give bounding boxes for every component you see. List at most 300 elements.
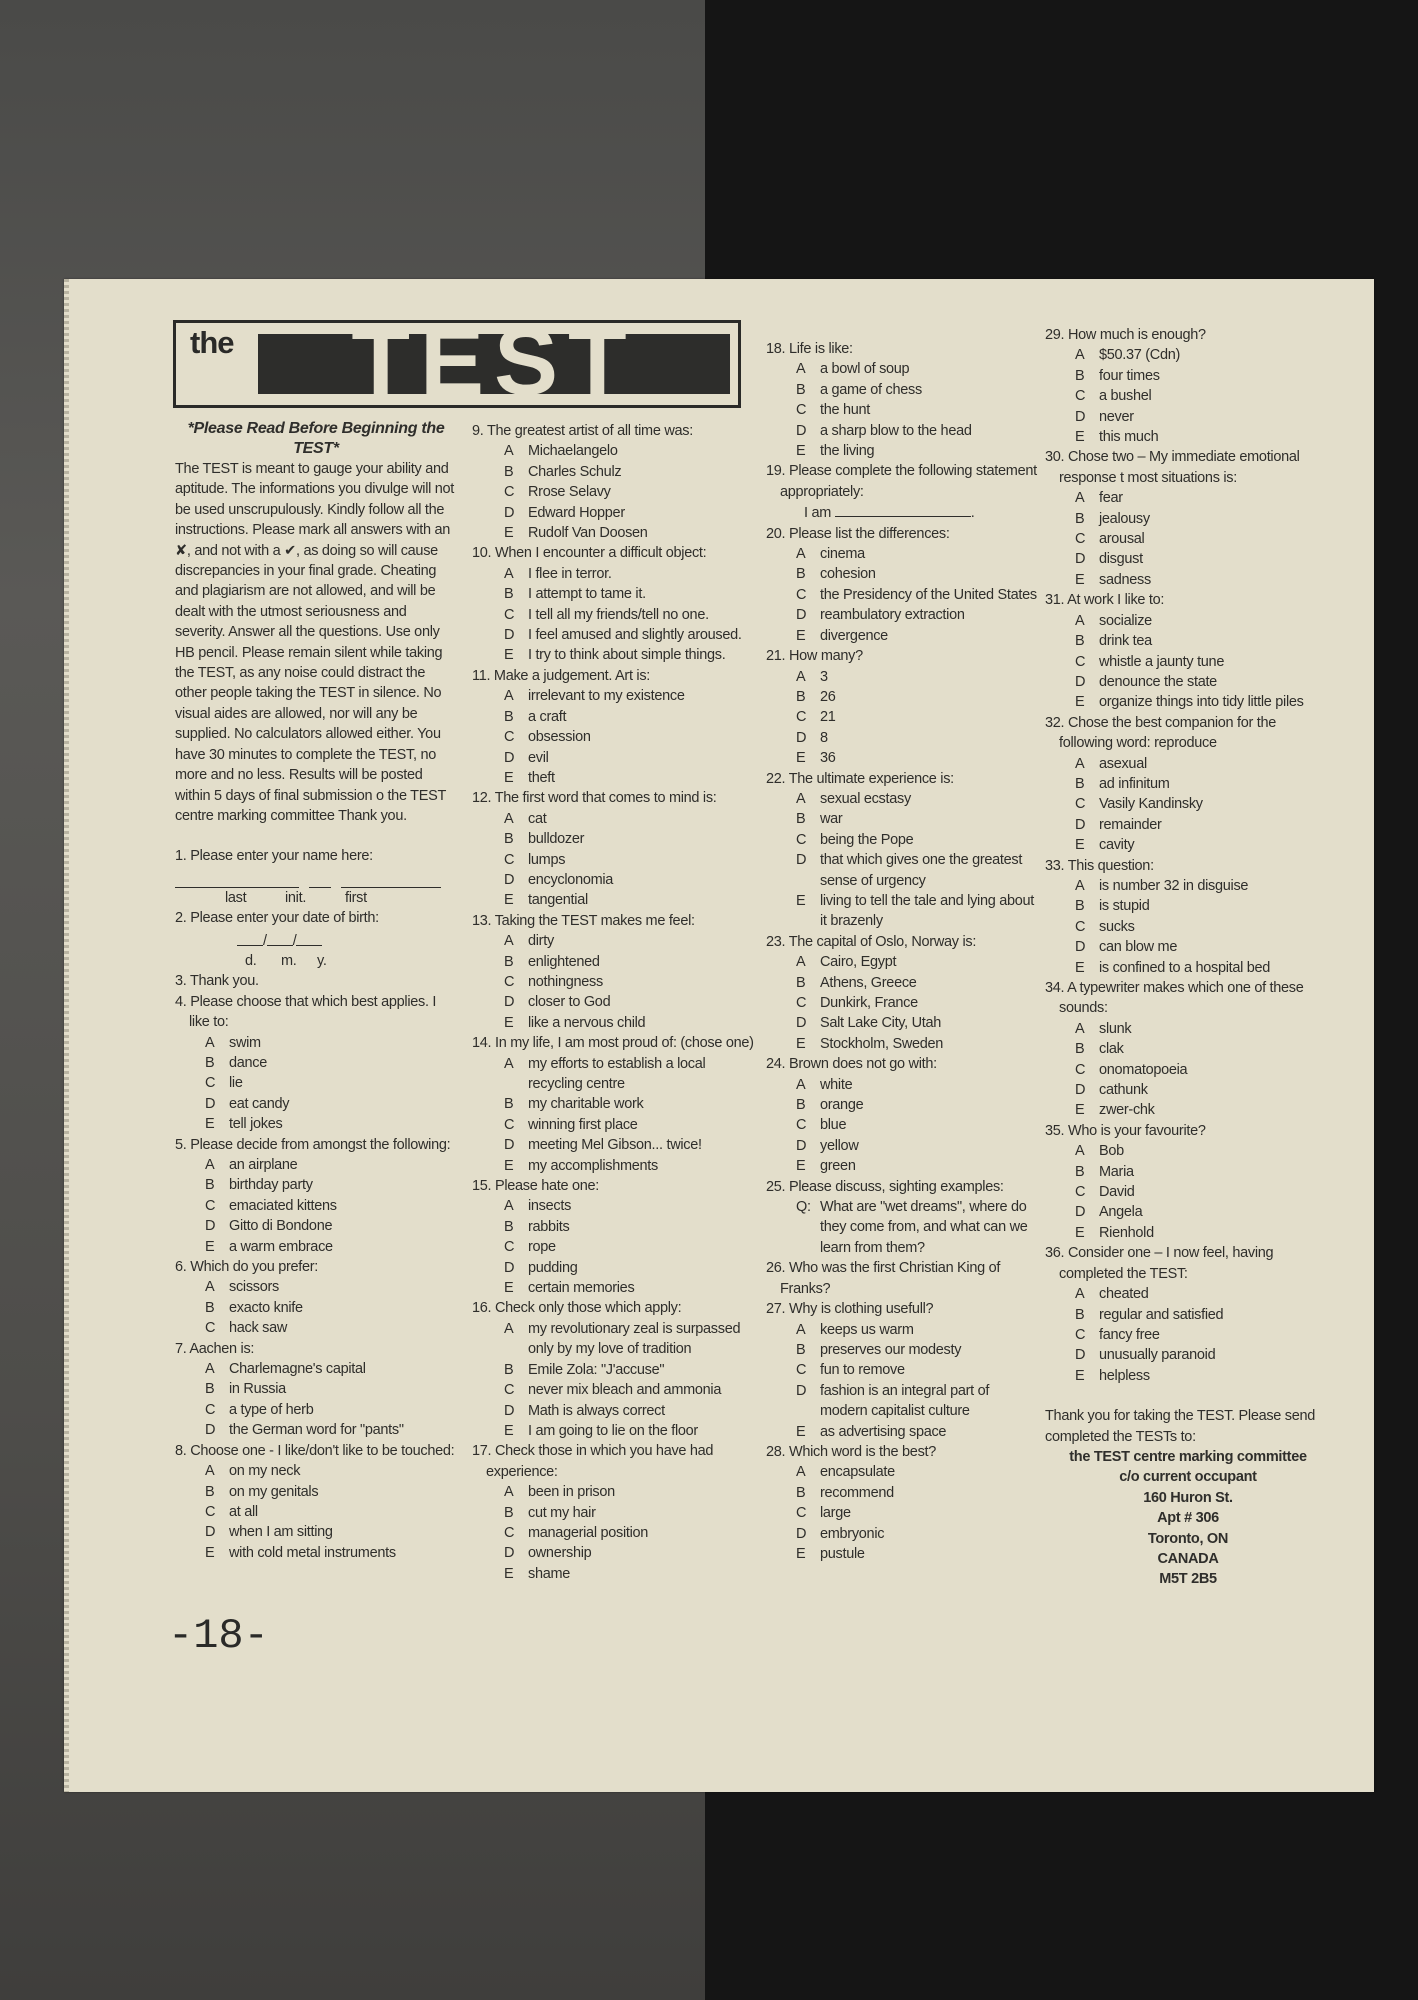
question-text: 7. Aachen is:	[175, 1340, 255, 1357]
option-letter: C	[1075, 388, 1086, 405]
answer-option[interactable]	[472, 1523, 762, 1543]
answer-option[interactable]	[175, 1033, 457, 1053]
intro-title: *Please Read Before Beginning the TEST*	[187, 420, 445, 457]
answer-option[interactable]	[1045, 570, 1331, 590]
option-letter: E	[1075, 959, 1085, 976]
answer-option[interactable]	[472, 727, 762, 747]
answer-option[interactable]	[472, 829, 762, 849]
answer-option[interactable]	[1045, 407, 1331, 427]
option-text: embryonic	[820, 1525, 885, 1542]
question-text: 14. In my life, I am most proud of: (chose one)	[472, 1035, 754, 1052]
option-letter: E	[504, 1157, 514, 1174]
option-letter: B	[504, 1504, 514, 1521]
answer-option[interactable]	[766, 1115, 1040, 1135]
answer-option[interactable]	[472, 952, 762, 972]
label-month: m.	[281, 952, 297, 969]
option-letter: C	[504, 484, 515, 501]
answer-option[interactable]	[1045, 774, 1331, 794]
answer-option[interactable]	[472, 870, 762, 890]
answer-option[interactable]	[1045, 1366, 1331, 1386]
option-text: arousal	[1099, 531, 1145, 548]
answer-option[interactable]	[472, 1503, 762, 1523]
answer-option[interactable]	[766, 1136, 1040, 1156]
option-letter: E	[796, 892, 806, 909]
option-letter: D	[205, 1218, 216, 1235]
option-text: is number 32 in disguise	[1099, 877, 1249, 894]
answer-option[interactable]	[1045, 1141, 1331, 1161]
answer-option[interactable]	[766, 626, 1040, 646]
answer-option[interactable]	[472, 1421, 762, 1441]
answer-option[interactable]	[472, 850, 762, 870]
answer-option[interactable]	[766, 421, 1040, 441]
answer-option[interactable]	[766, 728, 1040, 748]
answer-option[interactable]	[766, 667, 1040, 687]
answer-option[interactable]	[766, 1462, 1040, 1482]
option-text: zwer-chk	[1099, 1102, 1155, 1119]
answer-option[interactable]	[472, 1564, 762, 1584]
option-letter: E	[796, 1423, 806, 1440]
answer-option[interactable]	[766, 850, 1040, 891]
answer-option[interactable]	[472, 645, 762, 665]
answer-option[interactable]	[1045, 876, 1331, 896]
option-text: the Presidency of the United States	[820, 586, 1037, 603]
option-letter: B	[1075, 1041, 1085, 1058]
question-text: 21. How many?	[766, 648, 863, 665]
option-text: I flee in terror.	[528, 565, 612, 582]
question-text: 33. This question:	[1045, 857, 1154, 874]
answer-option[interactable]	[1045, 1305, 1331, 1325]
option-text: helpless	[1099, 1367, 1150, 1384]
option-text: living to tell the tale and lying about it brazenly	[820, 892, 1035, 930]
question-block	[472, 788, 762, 910]
option-text: cheated	[1099, 1286, 1149, 1303]
answer-option[interactable]	[175, 1400, 457, 1420]
question-block	[472, 421, 762, 543]
answer-option[interactable]	[766, 585, 1040, 605]
answer-option[interactable]	[1045, 754, 1331, 774]
answer-option[interactable]	[1045, 1019, 1331, 1039]
answer-option[interactable]	[175, 1155, 457, 1175]
answer-option[interactable]	[1045, 937, 1331, 957]
answer-option[interactable]	[1045, 1080, 1331, 1100]
answer-option[interactable]	[472, 482, 762, 502]
option-letter: B	[504, 463, 514, 480]
answer-option[interactable]	[175, 1277, 457, 1297]
question-block	[472, 1298, 762, 1441]
address-line: c/o current occupant	[1119, 1469, 1257, 1486]
option-text: as advertising space	[820, 1423, 947, 1440]
option-letter: C	[504, 973, 515, 990]
option-letter: C	[1075, 653, 1086, 670]
option-letter: B	[796, 1341, 806, 1358]
answer-option[interactable]	[472, 768, 762, 788]
answer-option[interactable]	[1045, 958, 1331, 978]
answer-option[interactable]	[472, 972, 762, 992]
option-text: 36	[820, 750, 836, 767]
question-block	[766, 646, 1040, 768]
option-letter: D	[1075, 1204, 1086, 1221]
option-text: being the Pope	[820, 831, 914, 848]
question-block	[766, 1054, 1040, 1176]
question-text: 22. The ultimate experience is:	[766, 770, 954, 787]
option-text: bulldozer	[528, 831, 585, 848]
question-block	[1045, 1243, 1331, 1386]
year-field[interactable]	[296, 931, 322, 946]
option-letter: C	[1075, 531, 1086, 548]
answer-option[interactable]	[766, 1034, 1040, 1054]
answer-option[interactable]	[472, 1135, 762, 1155]
answer-option[interactable]	[766, 952, 1040, 972]
answer-option[interactable]	[766, 1340, 1040, 1360]
answer-option[interactable]	[175, 1420, 457, 1440]
answer-option[interactable]	[766, 1503, 1040, 1523]
last-name-field[interactable]	[175, 873, 299, 888]
answer-option[interactable]	[472, 441, 762, 461]
option-text: the German word for "pants"	[229, 1422, 404, 1439]
option-letter: D	[796, 729, 807, 746]
answer-option[interactable]	[1045, 815, 1331, 835]
option-letter: B	[1075, 1306, 1085, 1323]
answer-option[interactable]	[766, 1524, 1040, 1544]
question-block	[472, 1033, 762, 1176]
option-text: evil	[528, 749, 549, 766]
answer-option[interactable]	[1045, 1325, 1331, 1345]
option-letter: E	[205, 1238, 215, 1255]
option-text: fancy free	[1099, 1326, 1160, 1343]
answer-option[interactable]	[472, 1217, 762, 1237]
mailing-address	[1045, 1447, 1331, 1590]
option-text: this much	[1099, 429, 1159, 446]
answer-option[interactable]	[766, 1381, 1040, 1422]
answer-option[interactable]	[766, 973, 1040, 993]
answer-option[interactable]	[175, 1502, 457, 1522]
option-text: my charitable work	[528, 1096, 644, 1113]
option-text: $50.37 (Cdn)	[1099, 347, 1181, 364]
answer-option[interactable]	[1045, 652, 1331, 672]
answer-option[interactable]	[175, 1073, 457, 1093]
option-letter: A	[205, 1361, 215, 1378]
answer-option[interactable]	[1045, 611, 1331, 631]
answer-option[interactable]	[472, 584, 762, 604]
option-text: an airplane	[229, 1157, 298, 1173]
answer-option[interactable]	[175, 1461, 457, 1481]
answer-option[interactable]	[472, 992, 762, 1012]
question-text: 15. Please hate one:	[472, 1178, 600, 1195]
option-text: Dunkirk, France	[820, 995, 918, 1011]
question-text: 16. Check only those which apply:	[472, 1300, 682, 1317]
option-letter: B	[504, 1218, 514, 1235]
answer-option[interactable]	[766, 1075, 1040, 1095]
option-text: with cold metal instruments	[229, 1544, 396, 1561]
answer-option[interactable]	[472, 809, 762, 829]
answer-option[interactable]	[1045, 631, 1331, 651]
q19-prefix: I am	[804, 505, 831, 522]
answer-option[interactable]	[175, 1318, 457, 1338]
answer-option[interactable]	[472, 1319, 762, 1360]
answer-option[interactable]	[766, 1320, 1040, 1340]
closing-text: Thank you for taking the TEST. Please send completed the TESTs to:	[1045, 1408, 1316, 1445]
question-text: 28. Which word is the best?	[766, 1443, 937, 1460]
option-letter: E	[504, 647, 514, 664]
answer-option[interactable]	[766, 359, 1040, 379]
address-line: Apt # 306	[1157, 1510, 1219, 1527]
answer-option[interactable]	[472, 1258, 762, 1278]
option-text: denounce the state	[1099, 673, 1217, 690]
option-letter: B	[504, 953, 514, 970]
answer-option[interactable]	[175, 1094, 457, 1114]
option-text: organize things into tidy little piles	[1099, 694, 1304, 711]
answer-option[interactable]	[472, 1115, 762, 1135]
option-text: keeps us warm	[820, 1321, 914, 1338]
option-text: the living	[820, 443, 875, 460]
answer-option[interactable]	[175, 1379, 457, 1399]
option-text: clak	[1099, 1041, 1124, 1058]
answer-option[interactable]	[1045, 896, 1331, 916]
answer-option[interactable]	[1045, 1182, 1331, 1202]
option-letter: B	[796, 566, 806, 583]
option-letter: D	[1075, 551, 1086, 568]
option-letter: D	[504, 1545, 515, 1562]
birthdate-fields: / /	[237, 931, 457, 951]
answer-option[interactable]	[1045, 366, 1331, 386]
answer-option[interactable]	[175, 1053, 457, 1073]
question-block	[175, 1257, 457, 1339]
answer-option[interactable]	[1045, 1284, 1331, 1304]
option-letter: A	[1075, 490, 1085, 507]
answer-option[interactable]	[1045, 672, 1331, 692]
answer-option[interactable]	[472, 1013, 762, 1033]
answer-option[interactable]	[1045, 427, 1331, 447]
question-text: 30. Chose two – My immediate emotional response t most situations is:	[1045, 449, 1300, 486]
option-text: fashion is an integral part of modern capitalist culture	[820, 1382, 990, 1420]
answer-option[interactable]	[766, 1156, 1040, 1176]
answer-option[interactable]	[472, 1094, 762, 1114]
question-block	[175, 1441, 457, 1563]
question-text: 5. Please decide from amongst the following:	[175, 1136, 451, 1153]
option-letter: D	[504, 1259, 515, 1276]
answer-option[interactable]	[472, 1196, 762, 1216]
answer-option[interactable]	[766, 809, 1040, 829]
question-text: 10. When I encounter a difficult object:	[472, 545, 707, 562]
option-text: my revolutionary zeal is surpassed only by my love of tradition	[528, 1320, 741, 1358]
option-text: my efforts to establish a local recycling centre	[528, 1055, 706, 1092]
month-field[interactable]	[267, 931, 293, 946]
option-letter: A	[504, 688, 514, 705]
answer-option[interactable]	[175, 1114, 457, 1134]
option-letter: A	[205, 1034, 215, 1051]
option-letter: A	[1075, 1143, 1085, 1160]
option-letter: A	[504, 1055, 514, 1072]
answer-option[interactable]	[766, 830, 1040, 850]
answer-option[interactable]	[1045, 1345, 1331, 1365]
option-letter: E	[504, 1565, 514, 1582]
question-block	[766, 932, 1040, 1054]
option-text: jealousy	[1099, 510, 1150, 527]
answer-option[interactable]	[1045, 917, 1331, 937]
question-text: 36. Consider one – I now feel, having completed the TEST:	[1045, 1245, 1274, 1282]
option-text: preserves our modesty	[820, 1341, 962, 1358]
answer-option[interactable]	[175, 1175, 457, 1195]
answer-option[interactable]	[472, 523, 762, 543]
column-3	[766, 339, 1040, 1564]
option-text: cat	[528, 810, 547, 827]
option-letter: D	[796, 1525, 807, 1542]
answer-option[interactable]	[1045, 1223, 1331, 1243]
answer-option[interactable]	[766, 441, 1040, 461]
option-text: cohesion	[820, 566, 876, 583]
question-block	[472, 543, 762, 665]
answer-option[interactable]	[1045, 794, 1331, 814]
question-text: 25. Please discuss, sighting examples:	[766, 1178, 1004, 1195]
answer-option[interactable]	[472, 707, 762, 727]
answer-option[interactable]	[766, 707, 1040, 727]
answer-option[interactable]	[1045, 1039, 1331, 1059]
question-block	[175, 992, 457, 1135]
answer-option[interactable]	[1045, 1060, 1331, 1080]
option-text: a craft	[528, 708, 567, 725]
answer-option[interactable]	[766, 1483, 1040, 1503]
question-19	[766, 461, 1040, 502]
answer-option[interactable]	[1045, 345, 1331, 365]
option-letter: D	[796, 1382, 807, 1399]
option-letter: D	[504, 627, 515, 644]
answer-option[interactable]	[766, 564, 1040, 584]
answer-option[interactable]	[472, 748, 762, 768]
answer-option[interactable]	[1045, 529, 1331, 549]
option-text: encyclonomia	[528, 871, 614, 888]
answer-option[interactable]	[766, 544, 1040, 564]
q19-answer-field[interactable]	[835, 502, 971, 517]
option-text: theft	[528, 769, 555, 786]
name-field-labels	[175, 888, 457, 908]
answer-option[interactable]	[472, 564, 762, 584]
option-letter: A	[1075, 347, 1085, 364]
answer-option[interactable]	[472, 462, 762, 482]
answer-option[interactable]	[1045, 692, 1331, 712]
option-letter: B	[205, 1299, 215, 1316]
option-letter: A	[504, 1198, 514, 1215]
answer-option[interactable]	[472, 1156, 762, 1176]
option-text: never	[1099, 408, 1134, 425]
option-letter: A	[1075, 1286, 1085, 1303]
option-letter: E	[1075, 837, 1085, 854]
answer-option[interactable]	[175, 1359, 457, 1379]
answer-option[interactable]	[472, 1278, 762, 1298]
option-letter: B	[1075, 898, 1085, 915]
option-text: remainder	[1099, 816, 1162, 833]
option-letter: E	[796, 1035, 806, 1052]
option-letter: D	[796, 1015, 807, 1032]
option-text: dance	[229, 1054, 268, 1071]
answer-option[interactable]	[472, 890, 762, 910]
option-text: Cairo, Egypt	[820, 954, 897, 971]
option-letter: A	[504, 565, 514, 582]
option-text: on my neck	[229, 1463, 301, 1480]
answer-option[interactable]	[472, 625, 762, 645]
answer-option[interactable]	[766, 993, 1040, 1013]
answer-option[interactable]	[472, 605, 762, 625]
option-letter: B	[205, 1483, 215, 1500]
answer-option[interactable]	[175, 1216, 457, 1236]
answer-option[interactable]	[472, 1482, 762, 1502]
answer-option[interactable]	[472, 1237, 762, 1257]
option-text: I attempt to tame it.	[528, 586, 646, 603]
answer-option[interactable]	[1045, 1100, 1331, 1120]
question-block	[766, 1299, 1040, 1442]
option-text: a warm embrace	[229, 1238, 333, 1255]
option-letter: E	[504, 525, 514, 542]
option-text: Athens, Greece	[820, 974, 917, 991]
answer-option[interactable]	[766, 1013, 1040, 1033]
option-letter: B	[504, 708, 514, 725]
option-letter: C	[1075, 918, 1086, 935]
answer-option[interactable]	[175, 1298, 457, 1318]
answer-option[interactable]	[766, 1544, 1040, 1564]
answer-option[interactable]	[175, 1196, 457, 1216]
option-letter: E	[504, 1280, 514, 1297]
answer-option[interactable]	[766, 748, 1040, 768]
option-text: 21	[820, 709, 836, 726]
answer-option[interactable]	[472, 1543, 762, 1563]
answer-option[interactable]	[766, 400, 1040, 420]
answer-option[interactable]	[175, 1482, 457, 1502]
answer-option[interactable]	[1045, 835, 1331, 855]
answer-option[interactable]	[766, 605, 1040, 625]
option-text: asexual	[1099, 755, 1147, 772]
answer-option[interactable]	[175, 1543, 457, 1563]
option-text: Edward Hopper	[528, 504, 625, 521]
answer-option[interactable]	[1045, 1162, 1331, 1182]
answer-option[interactable]	[1045, 1202, 1331, 1222]
answer-option[interactable]	[472, 503, 762, 523]
answer-option[interactable]	[766, 1095, 1040, 1115]
option-letter: D	[205, 1524, 216, 1541]
answer-option[interactable]	[766, 380, 1040, 400]
answer-option[interactable]	[1045, 488, 1331, 508]
name-fields	[175, 873, 457, 888]
answer-option[interactable]	[766, 789, 1040, 809]
answer-option[interactable]	[766, 1422, 1040, 1442]
answer-option[interactable]	[472, 686, 762, 706]
day-field[interactable]	[237, 931, 263, 946]
option-text: I try to think about simple things.	[528, 647, 726, 664]
question-text: 18. Life is like:	[766, 341, 853, 357]
option-letter: C	[504, 729, 515, 746]
answer-option[interactable]	[472, 1054, 762, 1095]
answer-option[interactable]	[766, 687, 1040, 707]
answer-option[interactable]	[175, 1522, 457, 1542]
option-letter: C	[1075, 796, 1086, 813]
answer-option[interactable]	[766, 1360, 1040, 1380]
answer-option[interactable]	[766, 891, 1040, 932]
option-letter: D	[504, 1137, 515, 1154]
first-name-field[interactable]	[341, 873, 441, 888]
answer-option[interactable]	[472, 1360, 762, 1380]
answer-option[interactable]	[472, 931, 762, 951]
initial-field[interactable]	[309, 873, 331, 888]
answer-option[interactable]	[472, 1380, 762, 1400]
answer-option[interactable]	[766, 1197, 1040, 1258]
answer-option[interactable]	[1045, 549, 1331, 569]
answer-option[interactable]	[175, 1237, 457, 1257]
option-text: white	[820, 1076, 853, 1093]
option-text: birthday party	[229, 1177, 313, 1194]
option-text: Stockholm, Sweden	[820, 1035, 944, 1052]
question-block	[175, 1135, 457, 1257]
answer-option[interactable]	[1045, 509, 1331, 529]
answer-option[interactable]	[1045, 386, 1331, 406]
answer-option[interactable]	[472, 1401, 762, 1421]
